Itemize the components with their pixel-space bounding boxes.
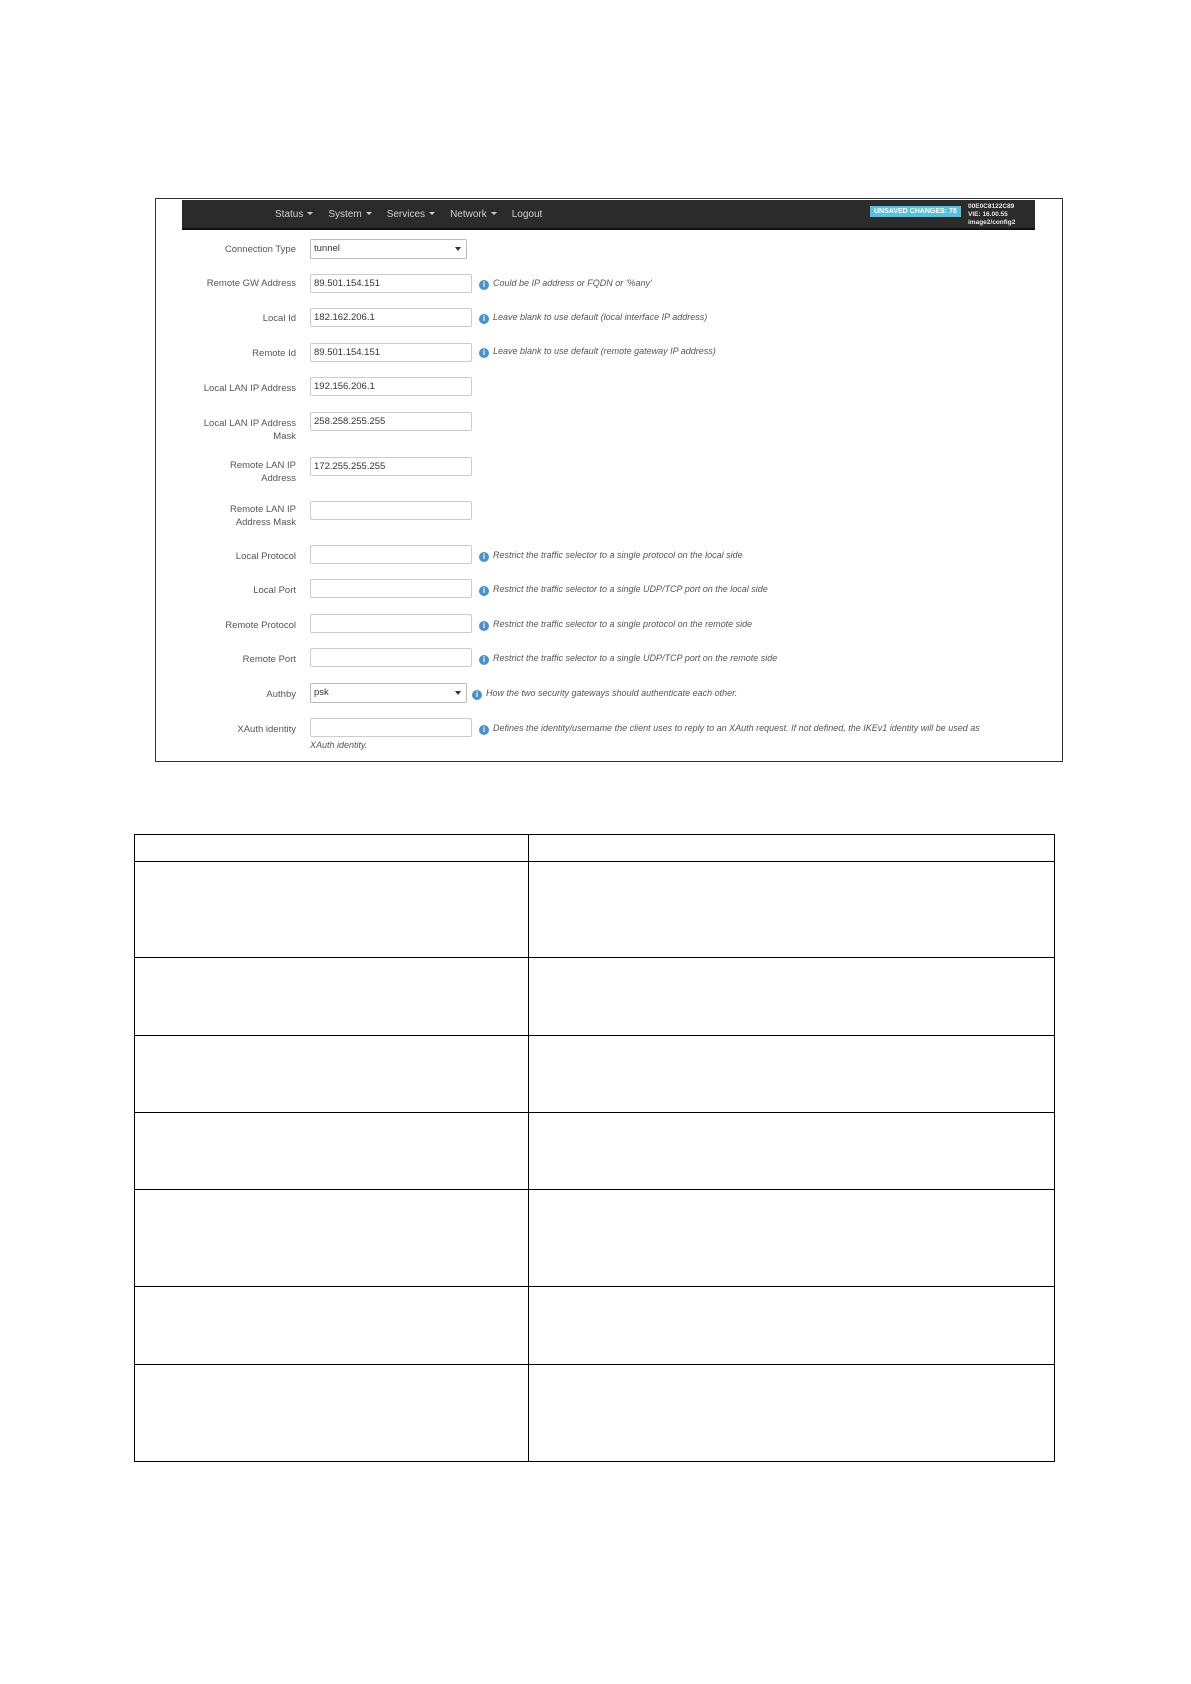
local-lan-mask-label xyxy=(176,417,296,443)
connection-type-label: Connection Type xyxy=(224,244,296,255)
local-protocol-label: Local Protocol xyxy=(235,551,296,562)
remote-gw-input[interactable]: 89.501.154.151 xyxy=(310,274,472,293)
remote-port-help xyxy=(479,652,777,665)
remote-port-label: Remote Port xyxy=(242,654,296,665)
connection-type-select[interactable] xyxy=(310,239,467,259)
table-row xyxy=(135,958,1055,1036)
table-cell xyxy=(529,835,1055,862)
local-port-help xyxy=(479,583,768,596)
info-icon: i xyxy=(479,621,489,631)
device-info xyxy=(968,203,1015,227)
info-icon: i xyxy=(479,586,489,596)
authby-value: psk xyxy=(314,687,329,698)
device-config: image2/config2 xyxy=(968,219,1016,226)
xauth-identity-help-text: Defines the identity/username the client uses to reply to an XAuth request. If not defined, the IKEv1 identity will be used as xyxy=(493,723,980,733)
nav-system-label: System xyxy=(328,208,362,220)
info-icon: i xyxy=(479,552,489,562)
local-lan-mask-label-line2: Mask xyxy=(273,431,296,442)
table-cell xyxy=(135,1287,529,1365)
authby-help xyxy=(472,687,737,700)
remote-lan-ip-label-line2: Address xyxy=(261,473,296,484)
remote-lan-ip-label xyxy=(176,459,296,485)
table-cell xyxy=(529,1287,1055,1365)
nav-menu xyxy=(275,200,557,228)
remote-port-help-text: Restrict the traffic selector to a single UDP/TCP port on the remote side xyxy=(493,653,778,663)
remote-lan-mask-label-line2: Address Mask xyxy=(235,517,296,528)
local-port-label: Local Port xyxy=(253,585,296,596)
nav-status-label: Status xyxy=(275,208,304,220)
table-cell xyxy=(529,862,1055,958)
nav-status[interactable] xyxy=(275,209,313,220)
remote-gw-help-text: Could be IP address or FQDN or '%any' xyxy=(493,278,652,288)
table-row xyxy=(135,862,1055,958)
table-cell xyxy=(529,1190,1055,1287)
info-icon: i xyxy=(479,348,489,358)
parameter-table xyxy=(134,834,1055,1462)
remote-id-input[interactable]: 89.501.154.151 xyxy=(310,343,472,362)
table-row xyxy=(135,1287,1055,1365)
screenshot-frame xyxy=(155,198,1063,762)
unsaved-changes-badge[interactable]: UNSAVED CHANGES: 78 xyxy=(870,206,961,217)
local-id-label: Local Id xyxy=(262,313,296,324)
table-cell xyxy=(529,1113,1055,1190)
table-cell xyxy=(135,835,529,862)
device-mac: 00E0C8122C89 xyxy=(968,203,1015,210)
info-icon: i xyxy=(479,280,489,290)
info-icon: i xyxy=(479,314,489,324)
remote-lan-mask-label-line1: Remote LAN IP xyxy=(230,504,296,515)
local-id-help-text: Leave blank to use default (local interface IP address) xyxy=(493,312,708,322)
nav-logout-label: Logout xyxy=(511,208,543,220)
remote-protocol-help-text: Restrict the traffic selector to a single protocol on the remote side xyxy=(493,619,753,629)
local-port-input[interactable] xyxy=(310,579,472,598)
local-protocol-input[interactable] xyxy=(310,545,472,564)
local-protocol-help-text: Restrict the traffic selector to a single protocol on the local side xyxy=(493,550,743,560)
info-icon: i xyxy=(479,655,489,665)
top-navbar xyxy=(182,200,1035,230)
remote-protocol-help xyxy=(479,618,752,631)
local-id-help xyxy=(479,311,707,324)
chevron-down-icon xyxy=(366,212,372,215)
table-cell xyxy=(135,1113,529,1190)
remote-lan-ip-label-line1: Remote LAN IP xyxy=(230,460,296,471)
chevron-down-icon xyxy=(307,212,313,215)
dropdown-arrow-icon xyxy=(455,691,461,695)
local-protocol-help xyxy=(479,549,743,562)
chevron-down-icon xyxy=(491,212,497,215)
table-cell xyxy=(529,958,1055,1036)
table-row xyxy=(135,1365,1055,1462)
remote-protocol-label: Remote Protocol xyxy=(225,620,296,631)
table-header-row xyxy=(135,835,1055,862)
nav-services-label: Services xyxy=(386,208,426,220)
local-lan-ip-label: Local LAN IP Address xyxy=(203,383,296,394)
connection-type-value: tunnel xyxy=(314,243,340,254)
local-lan-mask-label-line1: Local LAN IP Address xyxy=(203,418,296,429)
table-cell xyxy=(135,1190,529,1287)
remote-id-help-text: Leave blank to use default (remote gateway IP address) xyxy=(493,346,716,356)
table-row xyxy=(135,1113,1055,1190)
info-icon: i xyxy=(479,725,489,735)
authby-select[interactable] xyxy=(310,683,467,703)
remote-lan-ip-input[interactable]: 172.255.255.255 xyxy=(310,457,472,476)
remote-lan-mask-label xyxy=(176,503,296,529)
authby-help-text: How the two security gateways should authenticate each other. xyxy=(486,688,738,698)
remote-id-label: Remote Id xyxy=(252,348,296,359)
table-cell xyxy=(135,1365,529,1462)
remote-lan-mask-input[interactable] xyxy=(310,501,472,520)
table-cell xyxy=(529,1365,1055,1462)
table-row xyxy=(135,1036,1055,1113)
local-port-help-text: Restrict the traffic selector to a single UDP/TCP port on the local side xyxy=(493,584,768,594)
local-lan-ip-input[interactable]: 192.156.206.1 xyxy=(310,377,472,396)
nav-logout[interactable] xyxy=(512,209,543,220)
nav-network-label: Network xyxy=(450,208,487,220)
chevron-down-icon xyxy=(429,212,435,215)
table-cell xyxy=(135,862,529,958)
nav-system[interactable] xyxy=(328,209,371,220)
xauth-identity-input[interactable] xyxy=(310,718,472,737)
table-cell xyxy=(135,1036,529,1113)
remote-id-help xyxy=(479,345,716,358)
table-cell xyxy=(529,1036,1055,1113)
dropdown-arrow-icon xyxy=(455,247,461,251)
local-id-input[interactable]: 182.162.206.1 xyxy=(310,308,472,327)
xauth-identity-help-cont: XAuth identity. xyxy=(310,740,368,750)
xauth-identity-help xyxy=(479,722,980,735)
remote-gw-help xyxy=(479,277,652,290)
remote-port-input[interactable] xyxy=(310,648,472,667)
local-lan-mask-input[interactable]: 258.258.255.255 xyxy=(310,412,472,431)
nav-services[interactable] xyxy=(387,209,435,220)
nav-network[interactable] xyxy=(450,209,497,220)
authby-label: Authby xyxy=(266,689,296,700)
xauth-identity-label: XAuth identity xyxy=(237,724,296,735)
table-cell xyxy=(135,958,529,1036)
table-row xyxy=(135,1190,1055,1287)
remote-protocol-input[interactable] xyxy=(310,614,472,633)
remote-gw-label: Remote GW Address xyxy=(206,278,296,289)
device-version: VIE: 16.00.55 xyxy=(968,211,1008,218)
info-icon: i xyxy=(472,690,482,700)
